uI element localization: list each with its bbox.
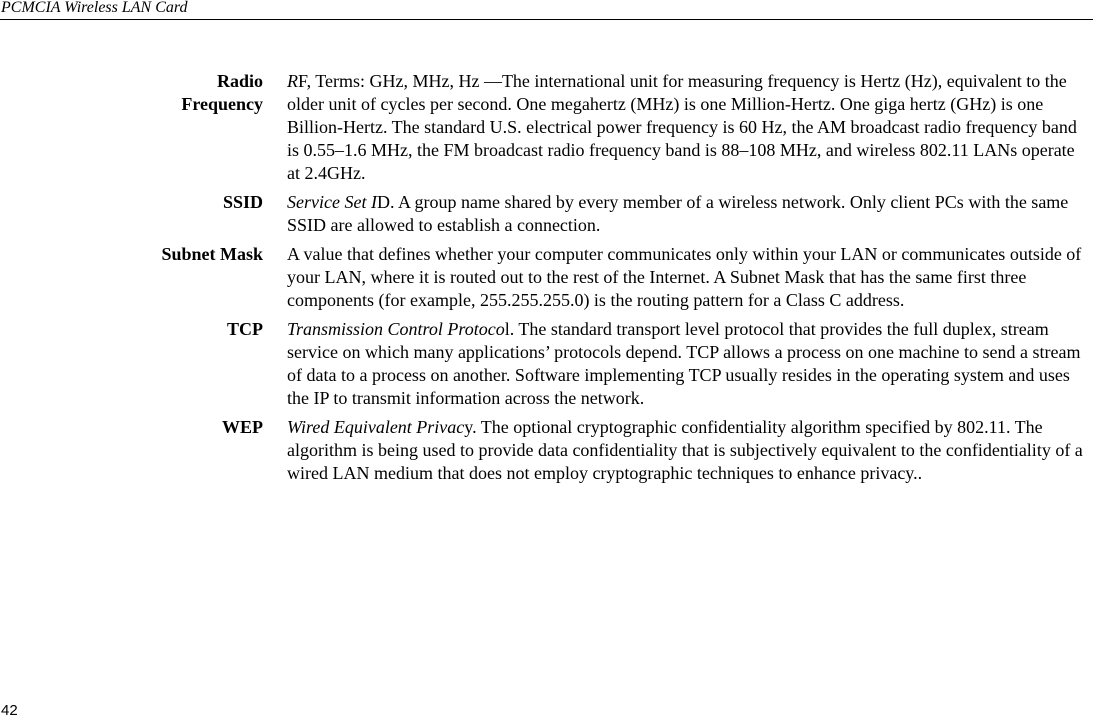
glossary-term-line: Radio [216,71,263,91]
definition-emphasis: Transmission Control Protoco [287,319,505,339]
glossary-term [0,416,263,439]
definition-text: l. The standard transport level protocol that provides the full duplex, stream service on which many applications’ protocols depend. TCP allows a process on one machine to send a stream of data to a process on another. Software implementing TCP usually resides in the operating system and uses the IP to transmit information across the network. [287,319,1081,408]
document-title: PCMCIA Wireless LAN Card [1,0,188,16]
glossary-entry-radio-frequency [0,70,1093,185]
glossary-term-line: SSID [222,192,263,212]
definition-text: F, Terms: GHz, MHz, Hz —The international unit for measuring frequency is Hertz (Hz), equivalent to the older unit of cycles per second. One megahertz (MHz) is one Million-Hertz. One giga hertz (GHz) is one Billion-Hertz. The standard U.S. electrical power frequency is 60 Hz, the AM broadcast radio frequency band is 0.55–1.6 MHz, the FM broadcast radio frequency band is 88–108 MHz, and wireless 802.11 LANs operate at 2.4GHz. [287,71,1077,183]
glossary-definition [287,70,1092,185]
glossary-term [0,70,263,116]
page-number: 42 [1,702,18,719]
glossary-definition [287,243,1092,312]
glossary-list [0,70,1093,491]
definition-text: y. The optional cryptographic confidentiality algorithm specified by 802.11. The algorithm is being used to provide data confidentiality that is subjectively equivalent to the confidentiality of a wired LAN medium that does not employ cryptographic techniques to enhance privacy.. [287,417,1083,483]
running-header [0,0,1093,20]
definition-emphasis: Service Set I [287,192,377,212]
glossary-entry-tcp [0,318,1093,410]
glossary-term-line: TCP [227,319,263,339]
glossary-entry-ssid [0,191,1093,237]
definition-text: A value that defines whether your computer communicates only within your LAN or communicates outside of your LAN, where it is routed out to the rest of the Internet. A Subnet Mask that has the same first three components (for example, 255.255.255.0) is the routing pattern for a Class C address. [287,244,1082,310]
glossary-entry-wep [0,416,1093,485]
glossary-term-line: WEP [221,417,263,437]
glossary-term [0,191,263,214]
glossary-term-line: Frequency [181,94,263,114]
glossary-definition [287,191,1092,237]
definition-emphasis: R [287,71,298,91]
glossary-term [0,243,263,266]
glossary-term [0,318,263,341]
glossary-entry-subnet-mask [0,243,1093,312]
glossary-definition [287,318,1092,410]
glossary-term-line: Subnet Mask [161,244,263,264]
glossary-definition [287,416,1092,485]
definition-text: D. A group name shared by every member of a wireless network. Only client PCs with the same SSID are allowed to establish a connection. [287,192,1069,235]
definition-emphasis: Wired Equivalent Privac [287,417,465,437]
